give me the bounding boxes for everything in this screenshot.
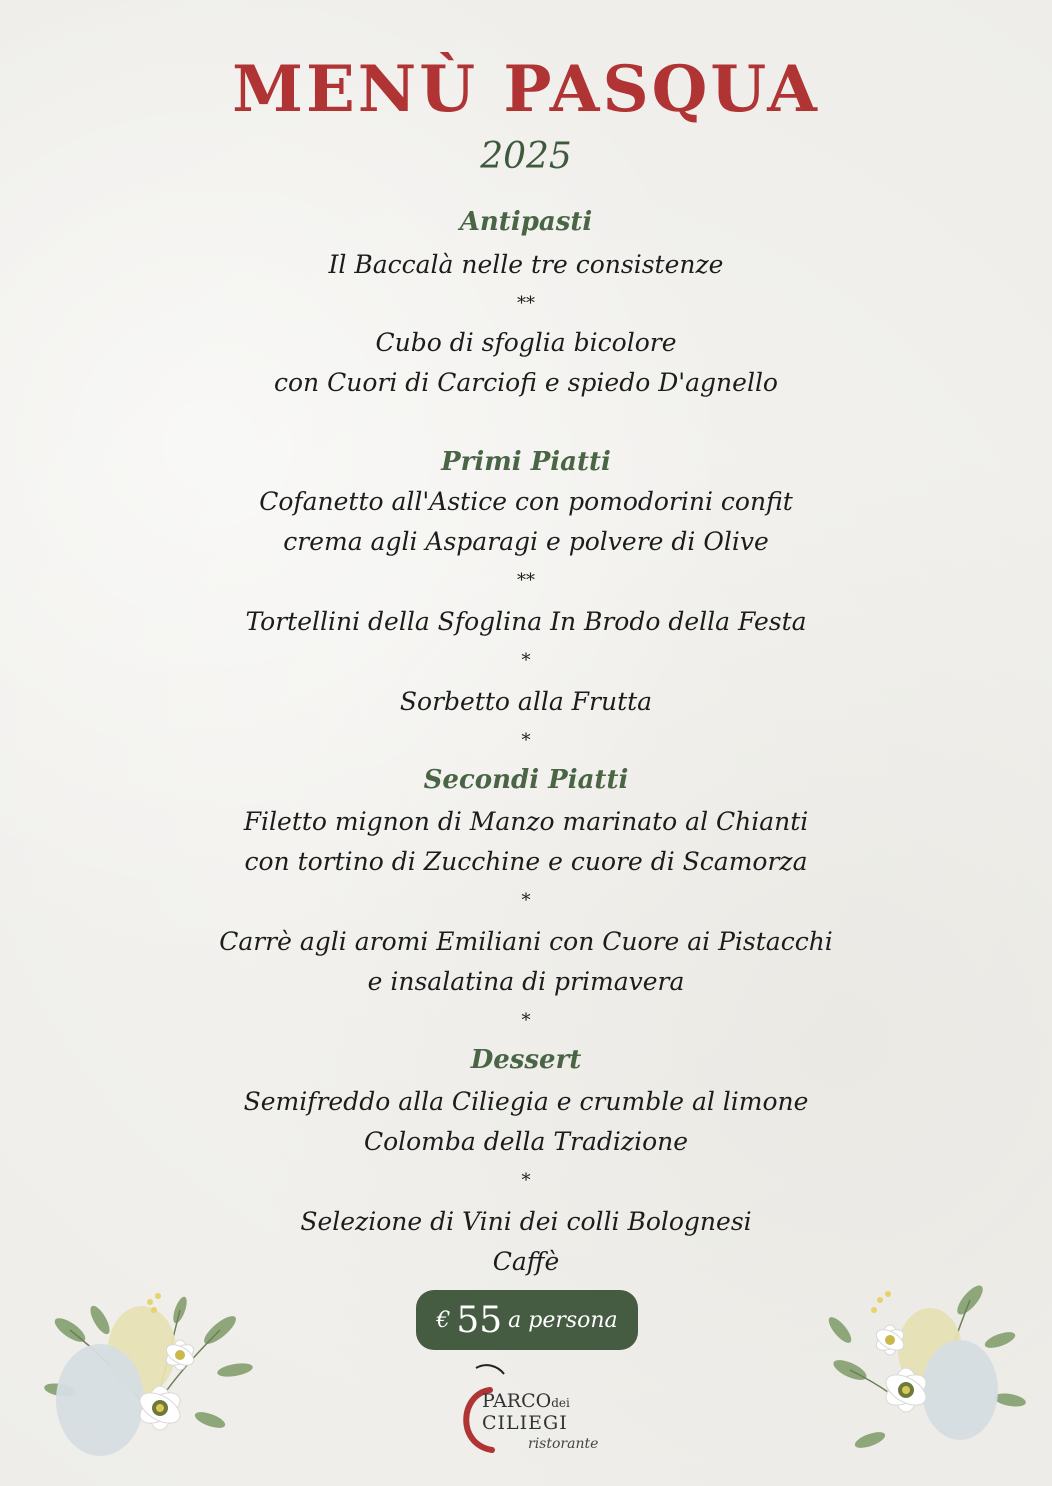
menu-item: Sorbetto alla Frutta: [399, 687, 653, 716]
menu-item: Selezione di Vini dei colli Bolognesi: [300, 1207, 752, 1236]
logo-line-1: PARCOdei: [482, 1390, 570, 1412]
easter-eggs-flowers-icon: [810, 1270, 1030, 1470]
separator: *: [521, 1010, 531, 1031]
separator: *: [521, 1170, 531, 1191]
separator: *: [521, 730, 531, 751]
section-heading: Secondi Piatti: [423, 765, 629, 795]
menu-item: Tortellini della Sfoglina In Brodo della Festa: [245, 607, 807, 636]
logo-line-3: ristorante: [528, 1436, 599, 1452]
price-currency: €: [436, 1307, 451, 1333]
logo-line-2: CILIEGI: [482, 1412, 568, 1434]
menu-item: Semifreddo alla Ciliegia e crumble al limone: [243, 1087, 809, 1116]
menu-item: e insalatina di primavera: [367, 967, 685, 996]
menu-item: Il Baccalà nelle tre consistenze: [328, 250, 724, 279]
menu-item: Cubo di sfoglia bicolore: [375, 328, 677, 357]
separator: *: [521, 650, 531, 671]
menu-item: con Cuori di Carciofi e spiedo D'agnello: [273, 368, 778, 397]
page-title: MENÙ PASQUA: [232, 52, 820, 127]
separator: **: [517, 293, 535, 314]
section-heading: Antipasti: [459, 207, 593, 237]
menu-item: Colomba della Tradizione: [363, 1127, 689, 1156]
price-amount: 55: [456, 1299, 503, 1341]
menu-item: Carrè agli aromi Emiliani con Cuore ai Pistacchi: [219, 927, 833, 956]
restaurant-logo: [446, 1360, 616, 1460]
menu-item: crema agli Asparagi e polvere di Olive: [283, 527, 769, 556]
section-heading: Dessert: [470, 1045, 582, 1075]
menu-item: con tortino di Zucchine e cuore di Scamorza: [244, 847, 808, 876]
menu-item: Caffè: [492, 1247, 560, 1276]
price-per: a persona: [508, 1307, 618, 1333]
menu-year: 2025: [480, 136, 572, 177]
separator: *: [521, 890, 531, 911]
menu-item: Cofanetto all'Astice con pomodorini confit: [259, 487, 793, 516]
separator: **: [517, 570, 535, 591]
price-badge: [416, 1290, 638, 1350]
menu-item: Filetto mignon di Manzo marinato al Chianti: [243, 807, 809, 836]
section-heading: Primi Piatti: [441, 447, 611, 477]
easter-eggs-flowers-icon: [30, 1290, 260, 1470]
